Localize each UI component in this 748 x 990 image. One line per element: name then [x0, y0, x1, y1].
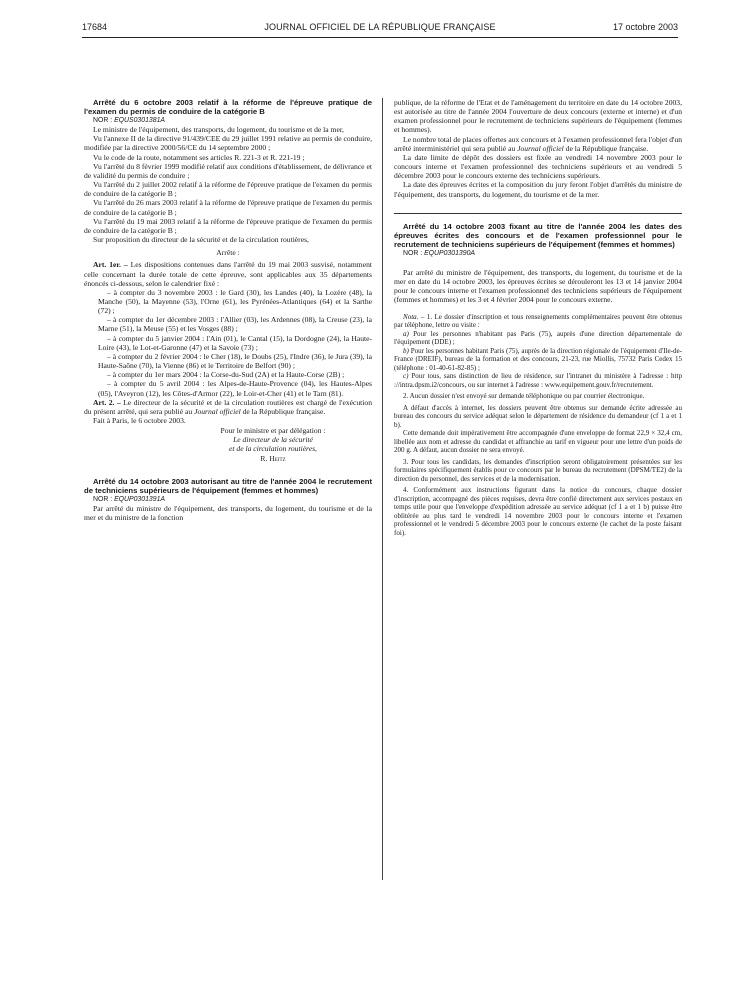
paragraph: La date des épreuves écrites et la composition du jury feront l'objet d'arrêtés du ministre de l'équipement, des transports, du logement, du tourisme et de la mer. — [394, 180, 682, 199]
nota-1: Nota. – 1. Le dossier d'inscription et tous renseignements complémentaires peuvent être obtenus par téléphone, lettre ou visite : — [394, 312, 682, 329]
running-header — [82, 20, 678, 34]
article-1: Art. 1er. – Les dispositions contenues dans l'arrêté du 19 mai 2003 susvisé, notamment celle concernant la durée totale de cette épreuve, sont applicables aux 35 départements énoncés ci-dessous, selon le calendrier fixé : — [84, 260, 372, 288]
signature-block: Pour le ministre et par délégation : Le directeur de la sécurité et de la circulation routières, R. Heitz — [220, 426, 326, 463]
nota-4: 4. Conformément aux instructions figurant dans la notice du concours, chaque dossier d'inscription, accompagné des pièces requises, devra être confié directement aux services postaux en temps utile pour que l'enveloppe d'expédition adressée au service adéquat (cf 1 a et 1 b) puisse être oblitérée au plus tard le vendredi 14 novembre 2003 pour le concours interne et l'examen professionnel et le vendredi 5 décembre 2003 pour le concours externe (le cachet de la poste faisant foi). — [394, 486, 682, 537]
nota-2-detail: A défaut d'accès à internet, les dossiers peuvent être obtenus sur demande écrite adressée au bureau des concours du service adéquat selon le département de résidence du demandeur (cf 1 a et 1 b). — [394, 403, 682, 429]
nota-2: 2. Aucun dossier n'est envoyé sur demande téléphonique ou par courrier électronique. — [403, 392, 645, 400]
nota-1b: b) Pour les personnes habitant Paris (75), auprès de la direction régionale de l'équipement d'Ile-de-France (DREIF), bureau de la formation et des concours, 21-23, rue Miollis, 75732 Paris Cedex 15 (téléphone : 01-40-61-82-85) ; — [394, 346, 682, 372]
column-divider — [382, 98, 383, 880]
nota-3: 3. Pour tous les candidats, les demandes d'inscription seront obligatoirement présentées sur les formulaires spécifiquement établis pour ce concours par le bureau du recrutement (DPSM/TE2) de la direction du personnel, des services et de la modernisation. — [394, 457, 682, 483]
paragraph: Vu l'arrêté du 26 mars 2003 relatif à la réforme de l'épreuve pratique de l'examen du permis de conduire de la catégorie B ; — [84, 198, 372, 217]
paragraph: Le ministre de l'équipement, des transports, du logement, du tourisme et de la mer, — [93, 125, 344, 135]
nota-1a: a) Pour les personnes n'habitant pas Paris (75), auprès d'une direction départementale de l'équipement (DDE) ; — [394, 329, 682, 346]
list-item: – à compter du 1er décembre 2003 : l'Allier (03), les Ardennes (08), la Creuse (23), la Marne (51), la Meuse (55) et les Vosges (88) ; — [98, 315, 372, 334]
paragraph: Vu l'arrêté du 19 mai 2003 relatif à la réforme de l'épreuve pratique de l'examen du permis de conduire de la catégorie B ; — [84, 216, 372, 235]
list-item: – à compter du 2 février 2004 : le Cher (18), le Doubs (25), l'Indre (36), le Jura (39), la Haute-Saône (70), la Vienne (86) et le Territoire de Belfort (90) ; — [98, 351, 372, 371]
list-item: – à compter du 1er mars 2004 : la Corse-du-Sud (2A) et la Haute-Corse (2B) ; — [107, 370, 345, 380]
article-recrutement-techniciens — [84, 477, 372, 522]
fait-a-paris: Fait à Paris, le 6 octobre 2003. — [93, 416, 186, 425]
nor-reference: NOR : EQUP0301390A — [403, 249, 476, 257]
nota-2-enveloppe: Cette demande doit impérativement être accompagnée d'une enveloppe de format 22,9 × 32,4 cm, libellée aux nom et adresse du candidat et affranchie au tarif en vigueur pour une lettre d'un poids de 200 g. A défaut, aucun dossier ne sera envoyé. — [394, 429, 682, 454]
list-item: – à compter du 5 avril 2004 : les Alpes-de-Haute-Provence (04), les Hautes-Alpes (05), l'Aveyron (12), les Côtes-d'Armor (22), le Loir-et-Cher (41) et le Tarn (81). — [98, 379, 372, 398]
paragraph: Vu le code de la route, notamment ses articles R. 221-3 et R. 221-19 ; — [93, 152, 305, 162]
paragraph-continued: publique, de la réforme de l'Etat et de l'aménagement du territoire en date du 14 octobre 2003, est autorisée au titre de l'année 2004 l'ouverture de deux concours (externe et interne) et d'un examen professionnel pour le recrutement de techniciens supérieurs de l'équipement (femmes et hommes). — [394, 98, 682, 135]
article-separator — [394, 213, 682, 214]
right-column — [394, 98, 682, 537]
paragraph: Vu l'arrêté du 2 juillet 2002 relatif à la réforme de l'épreuve pratique de l'examen du permis de conduire de la catégorie B ; — [84, 180, 372, 199]
article-title: Arrêté du 14 octobre 2003 autorisant au titre de l'année 2004 le recrutement de techniciens supérieurs de l'équipement (femmes et hommes) — [84, 476, 372, 495]
paragraph: Par arrêté du ministre de l'équipement, des transports, du logement, du tourisme et de la mer et du ministre de la fonction — [84, 503, 372, 523]
article-title: Arrêté du 6 octobre 2003 relatif à la réforme de l'épreuve pratique de l'examen du permis de conduire de la catégorie B — [84, 98, 372, 116]
list-item: – à compter du 5 janvier 2004 : l'Ain (01), le Cantal (15), la Dordogne (24), la Haute-Loire (43), le Lot-et-Garonne (47) et la Savoie (73) ; — [98, 333, 372, 352]
arrete-heading: Arrête : — [216, 248, 240, 258]
article-title: Arrêté du 14 octobre 2003 fixant au titre de l'année 2004 les dates des épreuves écrites des concours et de l'examen professionnel pour le recrutement de techniciens supérieurs de l'équipement (femmes et hommes) — [394, 221, 682, 249]
issue-date: 17 octobre 2003 — [612, 22, 678, 32]
paragraph: Vu l'annexe II de la directive 91/439/CEE du 29 juillet 1991 relative au permis de conduire, modifiée par la directive 2000/56/CE du 14 septembre 2000 ; — [84, 134, 372, 153]
journal-title: JOURNAL OFFICIEL DE LA RÉPUBLIQUE FRANÇAISE — [264, 22, 496, 32]
nota-1c: c) Pour tous, sans distinction de lieu de résidence, sur l'intranet du ministère à l'adresse : http ://intra.dpsm.i2/concours, ou sur internet à l'adresse : www.equipement.gouv.fr/recrutement. — [394, 372, 682, 389]
article-dates-epreuves — [394, 222, 682, 537]
paragraph: Le nombre total de places offertes aux concours et à l'examen professionnel fera l'objet d'un arrêté interministériel qui sera publié au Journal officiel de la République française. — [394, 134, 682, 153]
paragraph: La date limite de dépôt des dossiers est fixée au vendredi 14 novembre 2003 pour le concours interne et l'examen professionnel des techniciens supérieurs et au vendredi 5 décembre 2003 pour le concours externe des techniciens supérieurs. — [394, 152, 682, 181]
paragraph: Vu l'arrêté du 8 février 1999 modifié relatif aux conditions d'établissement, de délivrance et de validité du permis de conduire ; — [84, 161, 372, 180]
nor-reference: NOR : EQUP0301391A — [93, 495, 166, 503]
nota-block — [394, 313, 682, 538]
left-column — [84, 98, 372, 522]
nor-reference: NOR : EQUS0301381A — [93, 117, 166, 124]
page-number: 17684 — [82, 22, 108, 32]
article-2: Art. 2. – Le directeur de la sécurité et de la circulation routières est chargé de l'exécution du présent arrêté, qui sera publié au Journal officiel de la République française. — [84, 397, 372, 416]
list-item: – à compter du 3 novembre 2003 : le Gard (30), les Landes (40), la Lozère (48), la Manche (50), la Mayenne (53), l'Orne (61), les Pyrénées-Atlantiques (64) et la Sarthe (72) ; — [98, 287, 372, 316]
article-permis-de-conduire — [84, 98, 372, 463]
paragraph: Sur proposition du directeur de la sécurité et de la circulation routières, — [93, 235, 309, 245]
paragraph: Par arrêté du ministre de l'équipement, des transports, du logement, du tourisme et de la mer en date du 14 octobre 2003, les épreuves écrites se dérouleront les 13 et 14 janvier 2004 pour le concours interne et l'examen professionnel des techniciens supérieurs de l'équipement (femmes et hommes) et les 3 et 4 février 2004 pour le concours externe. — [394, 267, 682, 305]
header-rule — [82, 37, 678, 38]
